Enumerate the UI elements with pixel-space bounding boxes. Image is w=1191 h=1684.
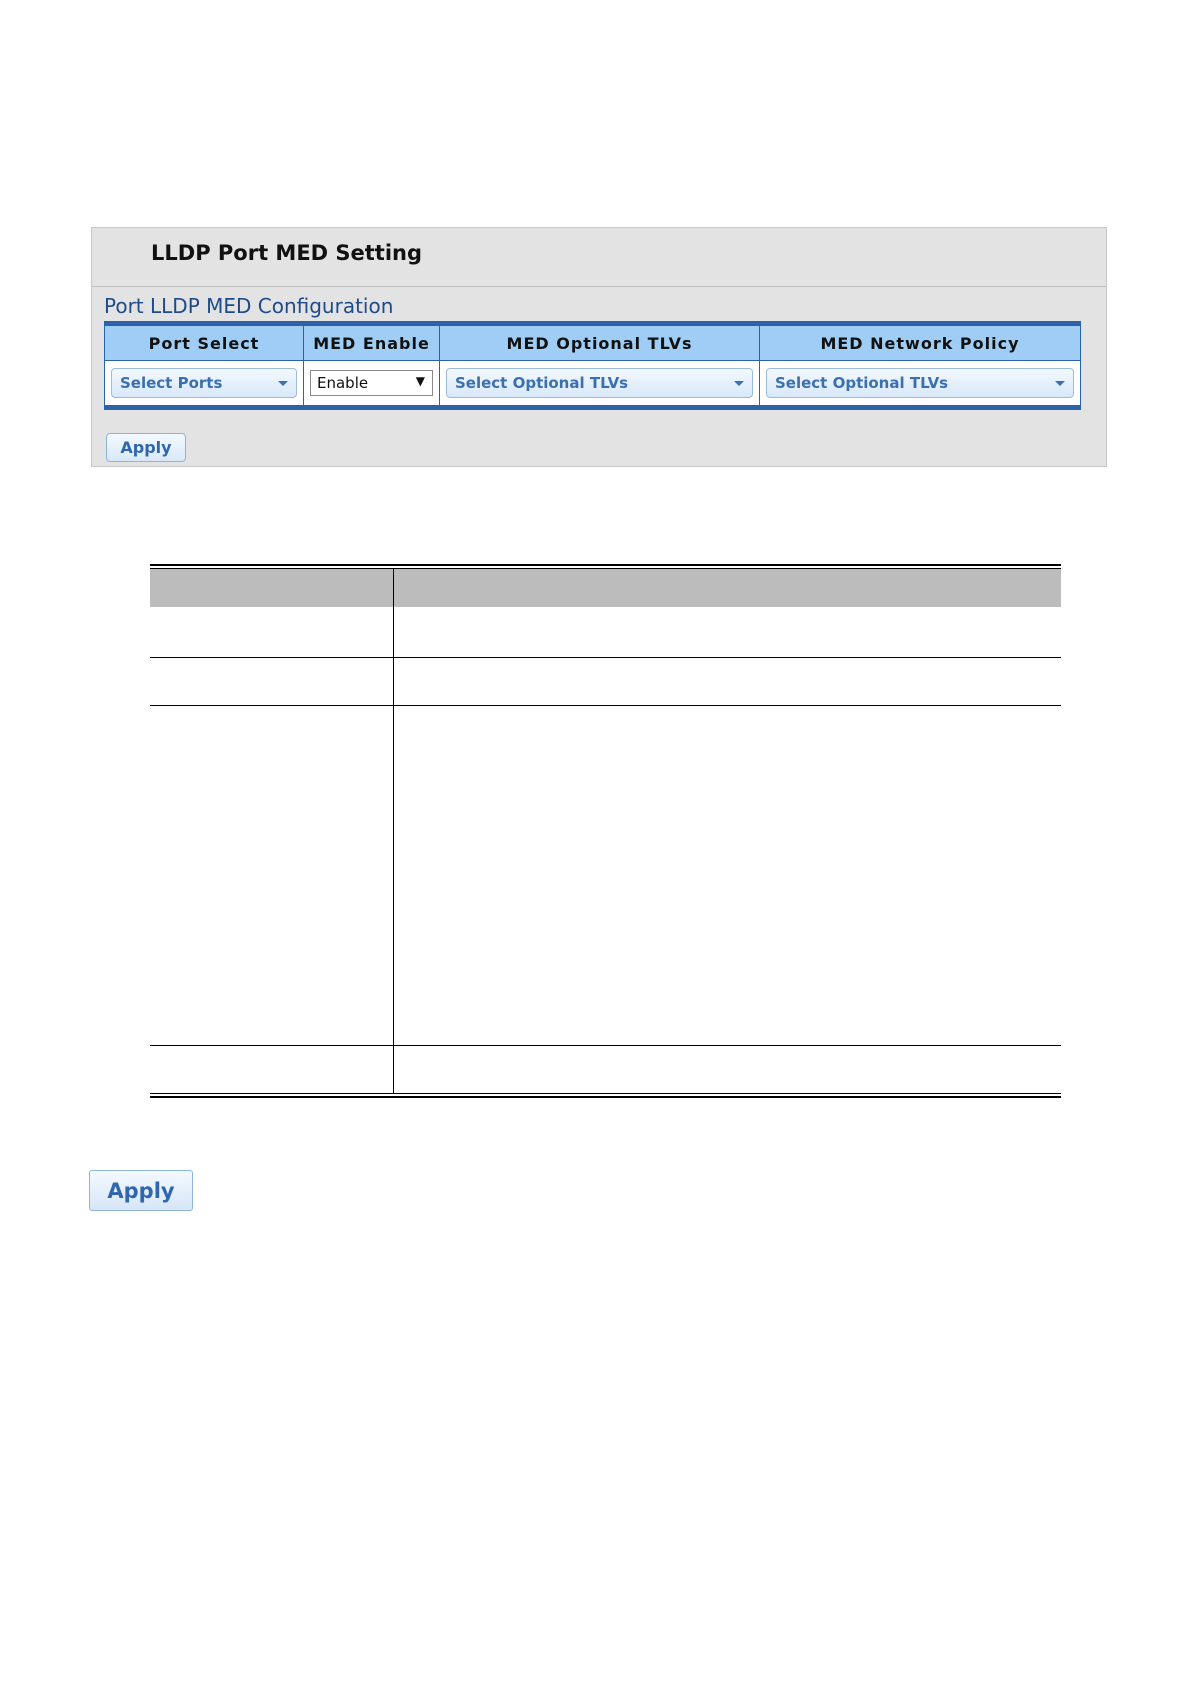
chevron-down-icon: [278, 381, 288, 386]
description-table-header: [150, 569, 1061, 607]
header-med-enable: [304, 326, 440, 360]
med-enable-select[interactable]: [310, 370, 433, 396]
page-title: LLDP Port MED Setting: [151, 241, 423, 265]
header-label: MED Network Policy: [820, 333, 1020, 353]
cell-med-network-policy: [760, 361, 1080, 405]
cell-port-select: [105, 361, 304, 405]
med-optional-tlvs-dropdown[interactable]: [446, 368, 753, 398]
apply-button[interactable]: Apply: [106, 433, 186, 462]
row-divider: [150, 705, 1061, 706]
table-row: [105, 361, 1080, 405]
port-select-dropdown[interactable]: [111, 368, 297, 398]
header-port-select: [105, 326, 304, 360]
row-divider: [150, 1045, 1061, 1046]
triangle-down-icon: ▼: [415, 374, 425, 388]
table-top-rule: [150, 564, 1061, 566]
column-divider: [393, 569, 394, 1093]
cell-med-optional-tlvs: [440, 361, 760, 405]
med-network-policy-value: Select Optional TLVs: [775, 374, 949, 392]
table-header-row: [105, 326, 1080, 361]
chevron-down-icon: [1055, 381, 1065, 386]
row-divider: [150, 657, 1061, 658]
header-med-optional-tlvs: [440, 326, 760, 360]
header-label: MED Enable: [313, 333, 430, 353]
description-table: [150, 564, 1061, 1098]
header-label: MED Optional TLVs: [506, 333, 693, 353]
header-label: Port Select: [148, 333, 260, 353]
table-bottom-rule: [150, 1096, 1061, 1098]
med-optional-tlvs-value: Select Optional TLVs: [455, 374, 629, 392]
med-network-policy-dropdown[interactable]: [766, 368, 1074, 398]
section-title: Port LLDP MED Configuration: [104, 294, 394, 318]
chevron-down-icon: [734, 381, 744, 386]
apply-button-large[interactable]: Apply: [89, 1170, 193, 1211]
port-med-config-table: [104, 321, 1081, 410]
med-enable-value: Enable: [317, 374, 369, 392]
port-select-value: Select Ports: [120, 374, 223, 392]
header-med-network-policy: [760, 326, 1080, 360]
cell-med-enable: [304, 361, 440, 405]
title-divider: [92, 286, 1106, 287]
table-bottom-rule-inner: [150, 1093, 1061, 1094]
lldp-port-med-panel: [91, 227, 1107, 467]
